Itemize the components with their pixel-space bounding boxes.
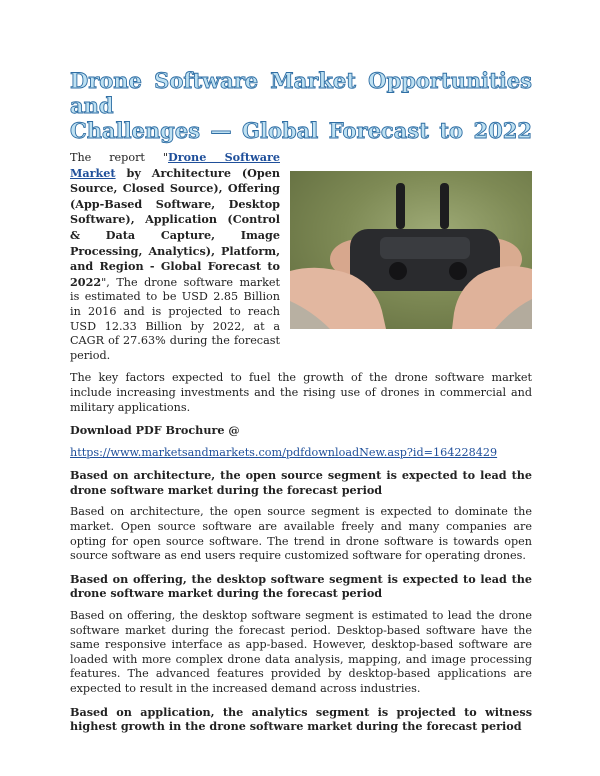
drone-controller-photo [290, 171, 532, 329]
intro-suffix: ", The drone software market is estimated to be USD 2.85 Billion in 2016 and is projected to reach USD 12.33 Billion by 2022, at a CAGR of 27.63% during the forecast period. [70, 275, 280, 362]
section-heading-application: Based on application, the analytics segment is projected to witness highest growth in the drone software market during the forecast period [70, 704, 532, 734]
document-body [70, 150, 532, 742]
download-url-link[interactable]: https://www.marketsandmarkets.com/pdfdownloadNew.asp?id=164228429 [70, 445, 498, 459]
title-line-2: Challenges — Global Forecast to 2022 [70, 118, 532, 143]
download-brochure-label: Download PDF Brochure @ [70, 423, 240, 438]
download-brochure-url [70, 446, 532, 461]
title-line-1: Drone Software Market Opportunities and [70, 68, 532, 118]
remote-controller-icon [290, 171, 532, 329]
intro-prefix: The report " [70, 151, 168, 164]
key-factors-paragraph: The key factors expected to fuel the growth of the drone software market include increasing investments and the rising use of drones in commercial and military applications. [70, 371, 532, 414]
section-heading-offering: Based on offering, the desktop software segment is expected to lead the drone software market during the forecast period [70, 571, 532, 601]
page-title [70, 68, 532, 143]
section-text-architecture: Based on architecture, the open source segment is expected to dominate the market. Open source software are available freely and many companies are opting for open source software. The trend in drone software is towards open source software as end users require customized software for operating drones. [70, 505, 532, 563]
section-text-offering: Based on offering, the desktop software segment is estimated to lead the drone software market during the forecast period. Desktop-based software have the same responsive interface as app-based. However, desktop-based software are loaded with more complex drone data analysis, mapping, and image processing features. The advanced features provided by desktop-based applications are expected to result in the increased demand across industries. [70, 609, 532, 695]
section-heading-architecture: Based on architecture, the open source segment is expected to lead the drone software market during the forecast period [70, 468, 532, 497]
intro-report-title: by Architecture (Open Source, Closed Source), Offering (App-Based Software, Desktop Software), Application (Control & Data Capture, Image Processing, Analytics), Platform, and Region - Global Forecast to 2022 [70, 165, 280, 289]
drone-software-market-link[interactable]: Drone Software Market [70, 150, 280, 180]
